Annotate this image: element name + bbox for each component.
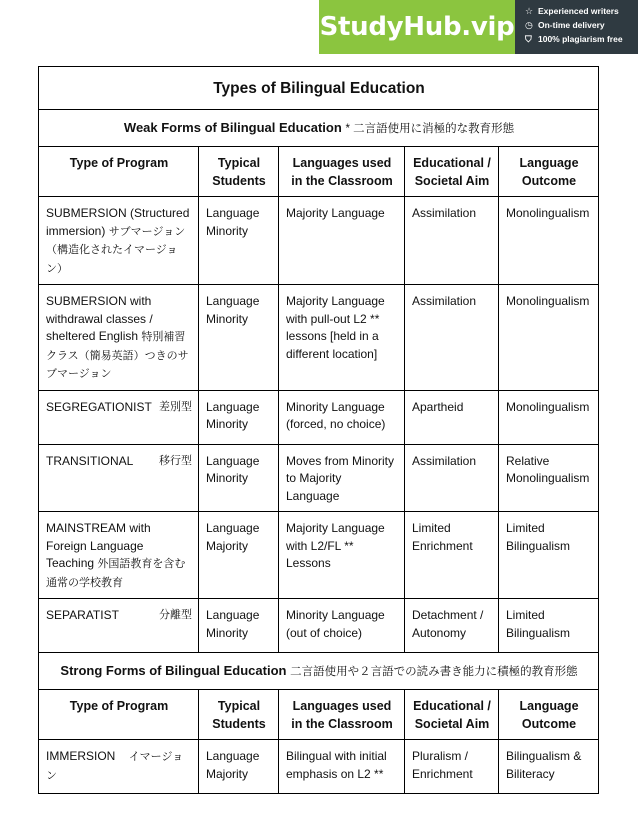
studyhub-logo[interactable]: StudyHub.vip bbox=[319, 0, 515, 54]
clock-icon: ◷ bbox=[525, 19, 533, 30]
outcome-cell: Monolingualism bbox=[499, 390, 599, 444]
column-header: Typical Students bbox=[199, 690, 279, 740]
column-header: Languages used in the Classroom bbox=[279, 147, 405, 197]
table-row bbox=[39, 444, 599, 512]
feature-label: 100% plagiarism free bbox=[538, 34, 623, 44]
aim-cell: Assimilation bbox=[405, 285, 499, 391]
feature-label: On-time delivery bbox=[538, 20, 605, 30]
languages-cell: Majority Language bbox=[279, 197, 405, 285]
weak-heading-jp: * 二言語使用に消極的な教育形態 bbox=[345, 123, 515, 136]
languages-cell: Moves from Minority to Majority Language bbox=[279, 444, 405, 512]
column-header: Type of Program bbox=[39, 147, 199, 197]
languages-cell: Bilingual with initial emphasis on L2 ** bbox=[279, 740, 405, 794]
aim-cell: Assimilation bbox=[405, 444, 499, 512]
table-title: Types of Bilingual Education bbox=[39, 67, 599, 110]
students-cell: Language Majority bbox=[199, 512, 279, 599]
students-cell: Language Majority bbox=[199, 740, 279, 794]
strong-heading-jp: 二言語使用や２言語での読み書き能力に積極的教育形態 bbox=[290, 666, 578, 679]
program-name: SUBMERSION (Structured immersion) bbox=[46, 206, 190, 238]
students-cell: Language Minority bbox=[199, 599, 279, 653]
program-name: SEGREGATIONIST bbox=[46, 399, 152, 414]
program-name: SUBMERSION with withdrawal classes / sheltered English bbox=[46, 294, 153, 343]
column-header: Type of Program bbox=[39, 690, 199, 740]
program-jp: 特別補習クラス（簡易英語）つきのサブマージョン bbox=[46, 331, 189, 380]
feature-label: Experienced writers bbox=[538, 6, 619, 16]
table-row bbox=[39, 390, 599, 444]
program-name: MAINSTREAM with Foreign Language Teaching bbox=[46, 521, 151, 570]
program-cell bbox=[39, 599, 199, 653]
column-header: Languages used in the Classroom bbox=[279, 690, 405, 740]
feature-experienced bbox=[525, 4, 638, 18]
column-header: Educational / Societal Aim bbox=[405, 147, 499, 197]
aim-cell: Assimilation bbox=[405, 197, 499, 285]
program-name: SEPARATIST bbox=[46, 608, 119, 622]
star-icon: ☆ bbox=[525, 5, 534, 16]
shield-icon: ⛉ bbox=[525, 33, 532, 44]
column-header: Language Outcome bbox=[499, 690, 599, 740]
table-row bbox=[39, 512, 599, 599]
program-cell bbox=[39, 390, 199, 444]
languages-cell: Minority Language (forced, no choice) bbox=[279, 390, 405, 444]
program-cell bbox=[39, 444, 199, 512]
table-row bbox=[39, 197, 599, 285]
program-name: TRANSITIONAL bbox=[46, 453, 134, 468]
aim-cell: Pluralism / Enrichment bbox=[405, 740, 499, 794]
program-cell bbox=[39, 512, 199, 599]
strong-heading-en: Strong Forms of Bilingual Education bbox=[60, 663, 287, 679]
strong-forms-heading bbox=[39, 653, 599, 690]
program-cell bbox=[39, 740, 199, 794]
languages-cell: Minority Language (out of choice) bbox=[279, 599, 405, 653]
students-cell: Language Minority bbox=[199, 390, 279, 444]
weak-header-row bbox=[39, 147, 599, 197]
feature-plagiarism bbox=[525, 32, 638, 46]
strong-header-row bbox=[39, 690, 599, 740]
students-cell: Language Minority bbox=[199, 197, 279, 285]
banner-features bbox=[515, 0, 638, 54]
program-jp: 分離型 bbox=[159, 609, 192, 621]
aim-cell: Apartheid bbox=[405, 390, 499, 444]
column-header: Typical Students bbox=[199, 147, 279, 197]
program-jp: 差別型 bbox=[159, 400, 192, 413]
program-jp: サブマージョン bbox=[108, 225, 186, 238]
feature-ontime bbox=[525, 18, 638, 32]
studyhub-banner[interactable] bbox=[319, 0, 638, 54]
outcome-cell: Limited Bilingualism bbox=[499, 599, 599, 653]
column-header: Language Outcome bbox=[499, 147, 599, 197]
program-cell bbox=[39, 285, 199, 391]
program-jp: 移行型 bbox=[159, 454, 192, 467]
bilingual-education-table bbox=[38, 66, 599, 794]
table-row bbox=[39, 740, 599, 794]
aim-cell: Detachment / Autonomy bbox=[405, 599, 499, 653]
outcome-cell: Limited Bilingualism bbox=[499, 512, 599, 599]
languages-cell: Majority Language with L2/FL ** Lessons bbox=[279, 512, 405, 599]
program-jp: イマージョン bbox=[46, 751, 184, 782]
aim-cell: Limited Enrichment bbox=[405, 512, 499, 599]
program-jp-note: （構造化されたイマージョン） bbox=[46, 244, 178, 275]
program-name: IMMERSION bbox=[46, 749, 116, 763]
languages-cell: Majority Language with pull-out L2 ** lessons [held in a different location] bbox=[279, 285, 405, 391]
outcome-cell: Monolingualism bbox=[499, 197, 599, 285]
outcome-cell: Monolingualism bbox=[499, 285, 599, 391]
table-row bbox=[39, 599, 599, 653]
outcome-cell: Relative Monolingualism bbox=[499, 444, 599, 512]
weak-heading-en: Weak Forms of Bilingual Education bbox=[123, 120, 342, 136]
students-cell: Language Minority bbox=[199, 444, 279, 512]
program-jp: 外国語教育を含む通常の学校教育 bbox=[46, 558, 186, 589]
weak-forms-heading bbox=[39, 110, 599, 147]
program-cell bbox=[39, 197, 199, 285]
table-row bbox=[39, 285, 599, 391]
students-cell: Language Minority bbox=[199, 285, 279, 391]
outcome-cell: Bilingualism & Biliteracy bbox=[499, 740, 599, 794]
column-header: Educational / Societal Aim bbox=[405, 690, 499, 740]
